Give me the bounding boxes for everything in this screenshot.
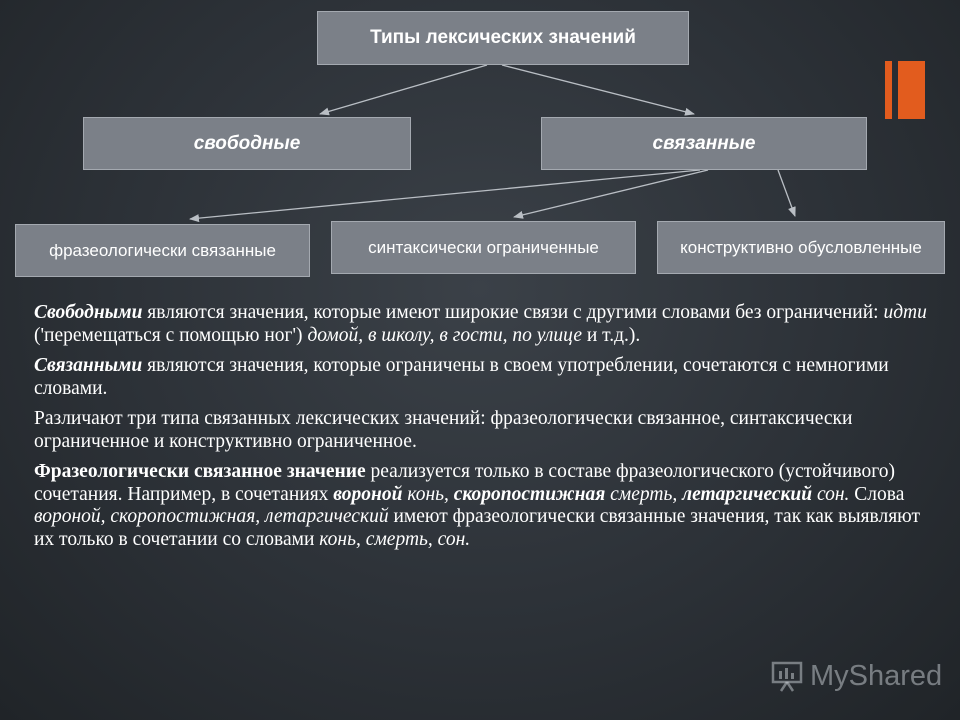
- p4-text-2: конь,: [402, 483, 454, 505]
- arrow-root-to-bound: [502, 65, 694, 114]
- paragraph-types: [34, 408, 934, 453]
- term-bound: Связанными: [34, 355, 143, 376]
- p4-text-4: сон.: [812, 483, 850, 505]
- diagram-free-box: [83, 117, 411, 170]
- p4-text-6: вороной, скоропостижная, летаргический: [34, 506, 389, 527]
- p1-text-2: ('перемещаться с помощью ног'): [34, 324, 308, 346]
- accent-bar-thin: [885, 61, 892, 119]
- p1-text-1: являются значения, которые имеют широкие связи с другими словами без ограничений:: [142, 302, 884, 323]
- diagram-root-box: [317, 11, 689, 65]
- term-phraseological: Фразеологически связанное значение: [34, 461, 366, 482]
- accent-bar-wide: [898, 61, 925, 119]
- paragraph-bound: [34, 355, 934, 400]
- p4-text-7: имеют фразеологически связанные значения, так как выявляют их только в сочетании со словами: [34, 506, 920, 550]
- arrow-bound-to-constructive: [778, 170, 795, 216]
- diagram-free-label: свободные: [193, 132, 301, 154]
- diagram-constructive-label: конструктивно обусловленные: [680, 237, 922, 257]
- p1-example-verb: идти: [883, 302, 927, 323]
- p4-text-1: реализуется только в составе фразеологического (устойчивого) сочетания. Например, в сочетаниях: [34, 461, 895, 505]
- p4-text-8: конь, смерть, сон.: [319, 528, 471, 550]
- paragraph-free: [34, 302, 934, 347]
- diagram-phraseological-box: [15, 224, 310, 277]
- p3-text-1: Различают три типа связанных лексических значений: фразеологически связанное, синтаксически ограниченное и конструктивно ограниченное.: [34, 408, 853, 452]
- paragraph-phraseological: [34, 461, 934, 551]
- p4-text-5: Слова: [849, 483, 905, 505]
- arrow-bound-to-phraseological: [190, 170, 700, 219]
- watermark: [770, 656, 942, 696]
- diagram-root-label: Типы лексических значений: [370, 27, 636, 48]
- p1-example-phrases: домой, в школу, в гости, по улице: [307, 324, 582, 346]
- p2-text-1: являются значения, которые ограничены в своем употреблении, сочетаются с немногими словами.: [34, 355, 889, 399]
- diagram-constructive-box: [657, 221, 945, 274]
- p4-word-3: летаргический: [682, 483, 813, 505]
- body-text: [34, 302, 934, 551]
- p1-text-3: и т.д.).: [581, 324, 641, 346]
- p4-word-2: скоропостижная: [453, 483, 606, 505]
- diagram-bound-box: [541, 117, 867, 170]
- diagram-bound-label: связанные: [652, 132, 756, 154]
- presentation-icon: [770, 659, 804, 693]
- diagram-syntactic-box: [331, 221, 636, 274]
- arrow-root-to-free: [320, 65, 487, 114]
- diagram-phraseological-label: фразеологически связанные: [49, 240, 276, 260]
- p4-text-3: смерть,: [605, 483, 683, 505]
- watermark-text: MyShared: [810, 659, 943, 692]
- p4-word-1: вороной: [333, 483, 403, 505]
- term-free: Свободными: [34, 302, 143, 323]
- diagram-syntactic-label: синтаксически ограниченные: [368, 237, 599, 257]
- arrow-bound-to-syntactic: [514, 170, 708, 217]
